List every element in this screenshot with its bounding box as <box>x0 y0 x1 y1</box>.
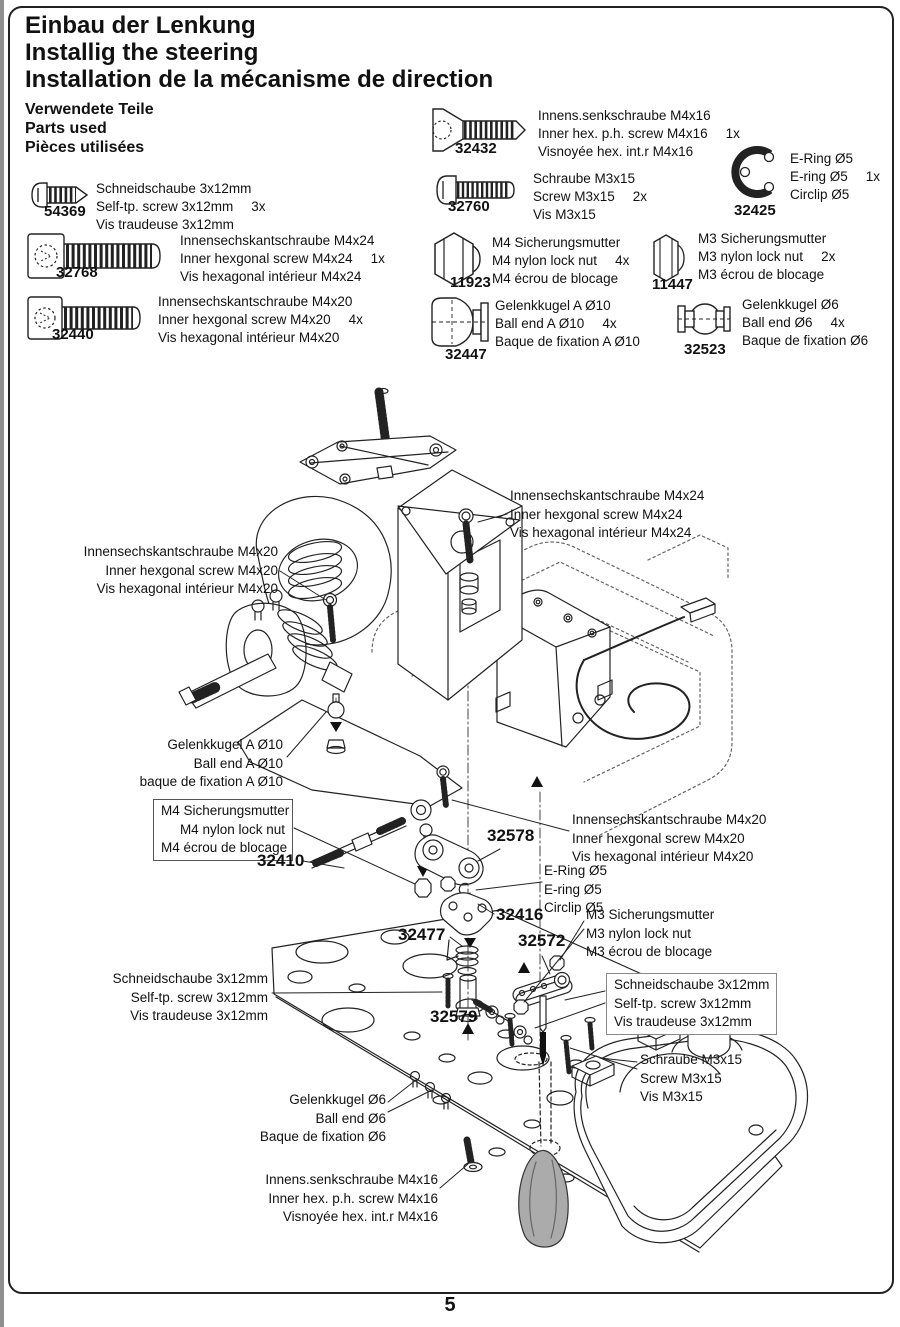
part-label: Innensechskantschraube M4x20 Inner hexgonal screw M4x20 4x Vis hexagonal intérieur M4x20 <box>158 294 363 345</box>
servo-unit <box>496 590 715 747</box>
ref-32416: 32416 <box>496 905 544 924</box>
e-ring-icon <box>726 144 784 202</box>
title-fr: Installation de la mécanisme de direction <box>25 66 494 93</box>
title-en: Installig the steering <box>25 39 259 66</box>
parts-used-de: Verwendete Teile <box>25 101 154 118</box>
page-number: 5 <box>444 1294 456 1316</box>
ref-32410: 32410 <box>257 851 305 870</box>
part-qty: 3x <box>251 199 266 214</box>
fuel-tank <box>572 1012 807 1243</box>
part-number: 32432 <box>455 140 497 157</box>
callout-m4-locknut: M4 Sicherungsmutter M4 nylon lock nut M4 écrou de blocage <box>153 799 293 861</box>
part-number: 11447 <box>652 276 693 293</box>
part-qty: 2x <box>632 189 648 204</box>
part-label: M3 Sicherungsmutter M3 nylon lock nut 2x M3 écrou de blocage <box>698 231 836 282</box>
part-qty: 4x <box>602 316 617 331</box>
part-qty: 1x <box>370 251 385 266</box>
part-number: 54369 <box>44 203 86 220</box>
part-number: 32760 <box>448 198 490 215</box>
part-qty: 1x <box>865 169 881 184</box>
part-number: 11923 <box>450 274 491 291</box>
m4x16-screw-part <box>464 1140 482 1172</box>
callout-m4x16-screw: Innens.senkschraube M4x16 Inner hex. p.h. screw M4x16 Visnoyée hex. int.r M4x16 <box>265 1172 438 1224</box>
drop-arrow <box>531 776 543 787</box>
callout-selftap-right: Schneidschaube 3x12mm Self-tp. screw 3x12mm Vis traudeuse 3x12mm <box>606 973 777 1035</box>
turnbuckle-32410 <box>310 800 432 868</box>
ball-end-icon <box>426 294 492 350</box>
part-number: 32447 <box>445 346 487 363</box>
part-label: M4 Sicherungsmutter M4 nylon lock nut 4x M4 écrou de blocage <box>492 235 630 286</box>
callout-m3x15-screw: Schraube M3x15 Screw M3x15 Vis M3x15 <box>640 1052 743 1104</box>
parts-used-fr: Pièces utilisées <box>25 139 145 156</box>
part-number: 32440 <box>52 326 94 343</box>
part-label: Schraube M3x15 Screw M3x15 2x Vis M3x15 <box>533 171 648 222</box>
part-qty: 2x <box>821 249 836 264</box>
callout-m4x20-screw-left: Innensechskantschraube M4x20 Inner hexgonal screw M4x20 Vis hexagonal intérieur M4x20 <box>83 544 278 596</box>
parts-used-heading <box>25 100 154 157</box>
part-number: 32523 <box>684 341 726 358</box>
part-label: E-Ring Ø5 E-ring Ø5 1x Circlip Ø5 <box>790 151 881 202</box>
callout-m4x20-screw-right: Innensechskantschraube M4x20 Inner hexgonal screw M4x20 Vis hexagonal intérieur M4x20 <box>572 812 767 864</box>
part-qty: 4x <box>348 312 363 327</box>
part-qty: 1x <box>725 126 740 141</box>
part-label: Innensechskantschraube M4x24 Inner hexgonal screw M4x24 1x Vis hexagonal intérieur M4x24 <box>180 233 385 284</box>
scan-edge <box>0 0 4 1327</box>
callout-m3-locknut: M3 Sicherungsmutter M3 nylon lock nut M3 écrou de blocage <box>586 907 715 959</box>
part-label: Innens.senkschraube M4x16 Inner hex. p.h. screw M4x16 1x Visnoyée hex. int.r M4x16 <box>538 108 740 159</box>
part-qty: 4x <box>615 253 630 268</box>
part-number: 32425 <box>734 202 776 219</box>
ref-32578: 32578 <box>487 826 535 845</box>
part-label: Gelenkkugel Ø6 Ball end Ø6 4x Baque de fixation Ø6 <box>742 297 869 348</box>
ref-32477: 32477 <box>398 925 446 944</box>
ref-32579: 32579 <box>430 1007 478 1026</box>
callout-ball-end-6: Gelenkkugel Ø6 Ball end Ø6 Baque de fixation Ø6 <box>259 1092 386 1144</box>
callout-e-ring: E-Ring Ø5 E-ring Ø5 Circlip Ø5 <box>544 863 608 915</box>
title-de: Einbau der Lenkung <box>25 12 256 39</box>
part-label: Gelenkkugel A Ø10 Ball end A Ø10 4x Baque de fixation A Ø10 <box>495 298 640 349</box>
ref-32572: 32572 <box>518 931 566 950</box>
callout-selftap-left: Schneidschaube 3x12mm Self-tp. screw 3x12mm Vis traudeuse 3x12mm <box>112 971 268 1023</box>
parts-used-en: Parts used <box>25 120 107 137</box>
callout-m4x24-screw: Innensechskantschraube M4x24 Inner hexgonal screw M4x24 Vis hexagonal intérieur M4x24 <box>510 488 705 540</box>
part-number: 32768 <box>56 264 98 281</box>
page-title <box>25 12 493 93</box>
part-label: Schneidschaube 3x12mm Self-tp. screw 3x12mm 3x Vis traudeuse 3x12mm <box>96 181 266 232</box>
callout-ball-end-a10: Gelenkkugel A Ø10 Ball end A Ø10 baque de fixation A Ø10 <box>139 737 283 789</box>
ball-end-icon <box>676 298 732 340</box>
part-qty: 4x <box>830 315 845 330</box>
